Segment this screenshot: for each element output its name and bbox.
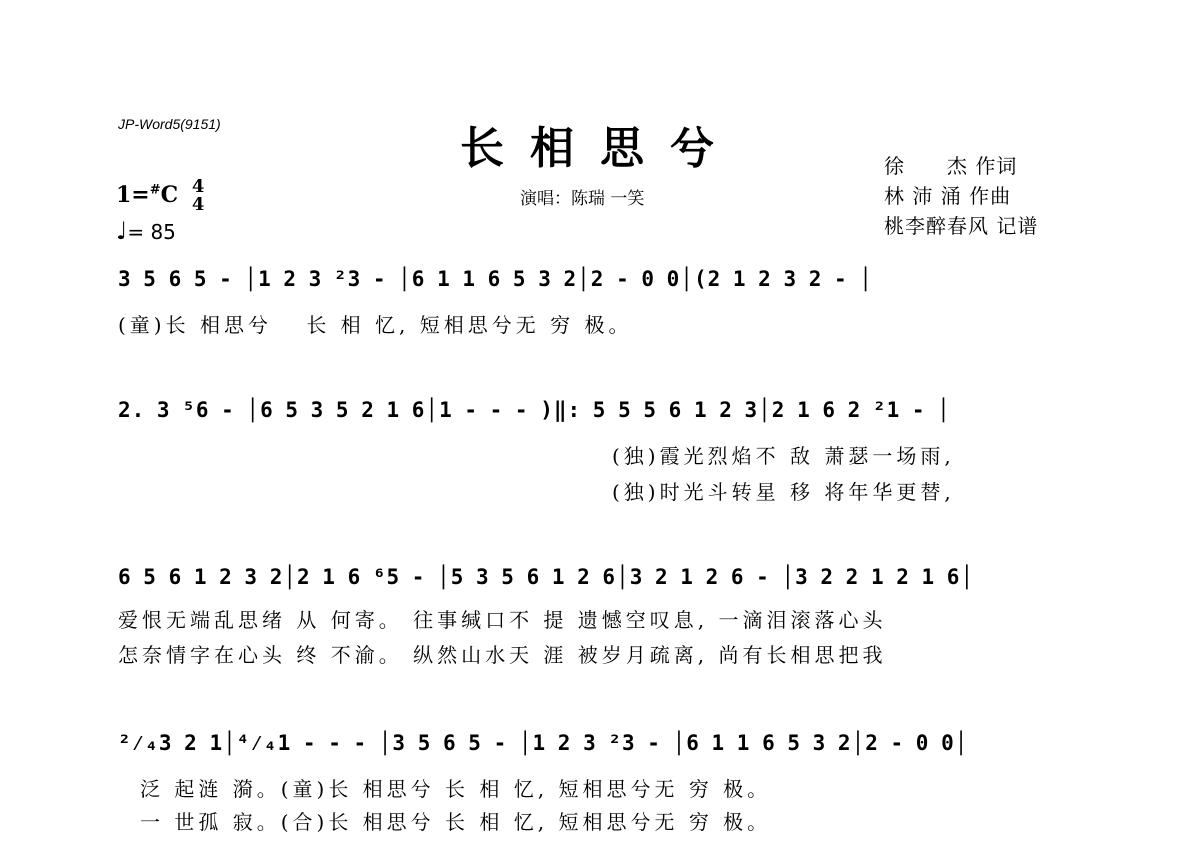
score-line-2-notes: 2. 3 ⁵6 - │6 5 3 5 2 1 6│1 - - - )‖: 5 5 5 6 1 2 3│2 1 6 2 ²1 - │ [118,398,951,422]
key-prefix: 1= [116,182,150,208]
composer-credit: 林 沛 涌 作曲 [884,184,1012,208]
score-line-1-notes: 3 5 6 5 - │1 2 3 ²3 - │6 1 1 6 5 3 2│2 - 0 0│(2 1 2 3 2 - │ [118,267,873,291]
transcriber-credit: 桃李醉春风 记谱 [884,214,1039,238]
sharp-symbol: # [149,182,161,198]
key-letter: C [160,182,179,208]
score-line-2-lyrics-1: (独)霞光烈焰不 敌 萧瑟一场雨, [612,444,955,468]
score-line-4-lyrics-1: 泛 起涟 漪。(童)长 相思兮 长 相 忆, 短相思兮无 穷 极。 [140,777,772,801]
time-bottom: 4 [191,194,205,215]
tempo-marking [116,217,176,245]
score-line-3-lyrics-1: 爱恨无端乱思绪 从 何寄。 往事缄口不 提 遗憾空叹息, 一滴泪滚落心头 [118,608,887,632]
score-line-4-lyrics-2: 一 世孤 寂。(合)长 相思兮 长 相 忆, 短相思兮无 穷 极。 [140,810,772,834]
key-signature [116,178,204,214]
song-title: 长相思兮 [460,123,740,174]
time-signature [192,178,205,214]
singer-credit: 演唱：陈瑞 一笑 [520,189,645,209]
score-line-3-notes: 6 5 6 1 2 3 2│2 1 6 ⁶5 - │5 3 5 6 1 2 6│3 2 1 2 6 - │3 2 2 1 2 1 6│ [118,565,975,589]
score-line-1-lyrics: (童)长 相思兮 长 相 忆, 短相思兮无 穷 极。 [118,313,633,337]
tempo-value: = 85 [127,220,176,244]
score-line-4-notes: ²⁄₄3 2 1│⁴⁄₄1 - - - │3 5 6 5 - │1 2 3 ²3 - │6 1 1 6 5 3 2│2 - 0 0│ [118,731,969,755]
lyricist-credit: 徐 杰 作词 [884,154,1018,178]
score-line-3-lyrics-2: 怎奈情字在心头 终 不渝。 纵然山水天 涯 被岁月疏离, 尚有长相思把我 [118,643,887,667]
quarter-note-icon: ♩ [116,217,128,245]
score-line-2-lyrics-2: (独)时光斗转星 移 将年华更替, [612,480,955,504]
time-top: 4 [191,176,205,197]
software-tag: JP-Word5(9151) [118,116,221,132]
